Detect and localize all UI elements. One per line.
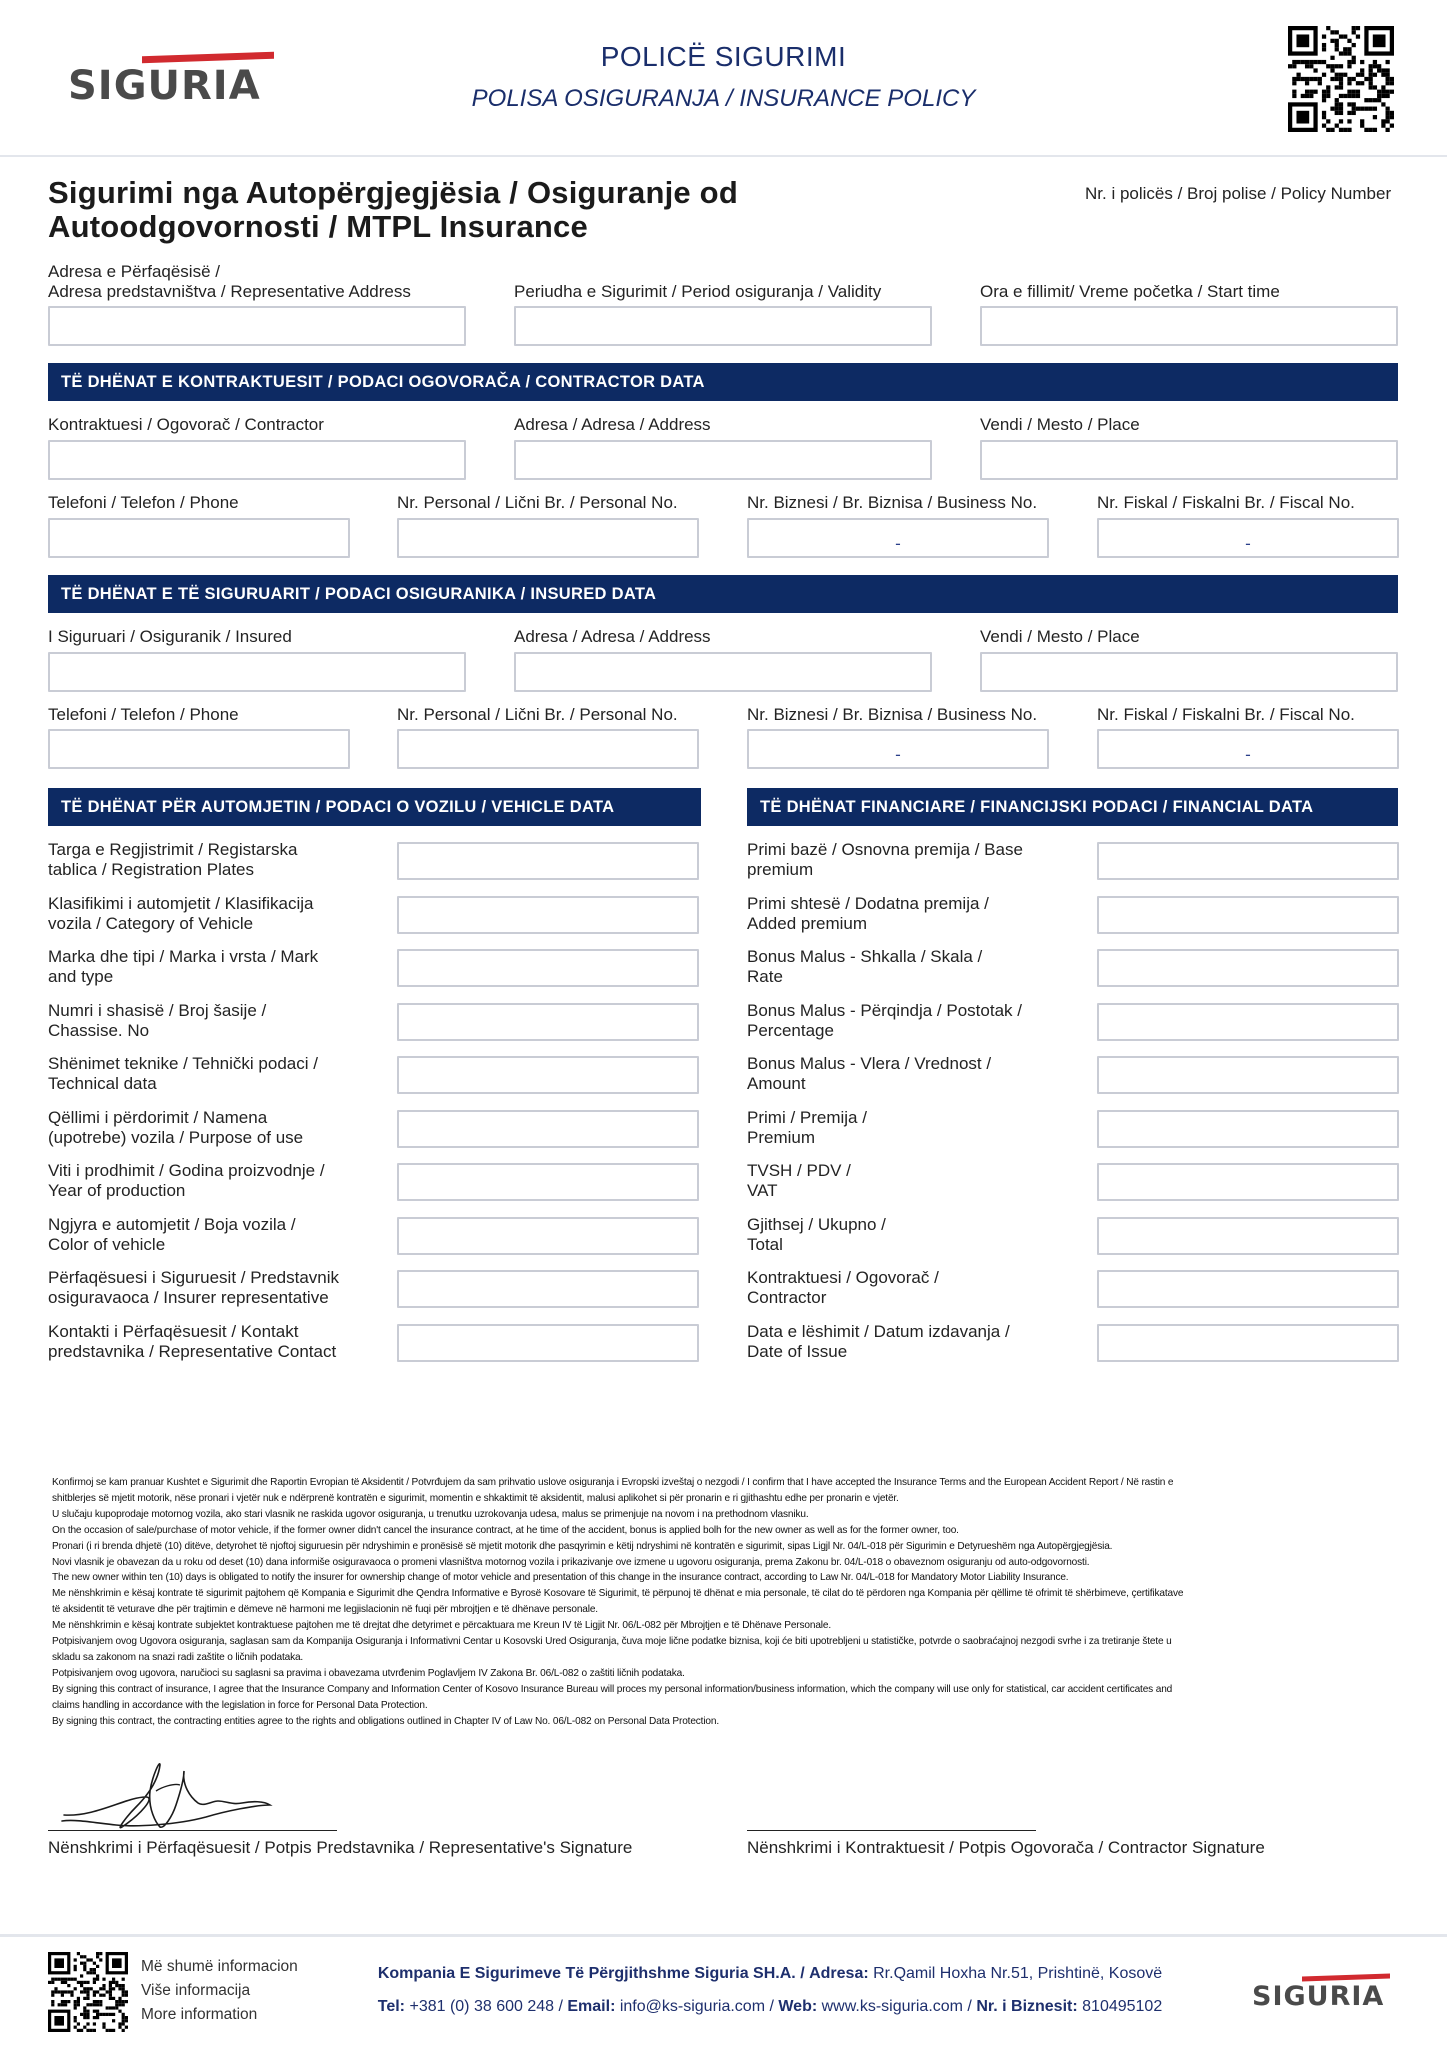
contractor-business-no-field[interactable] xyxy=(747,518,1049,558)
contractor-personal-no-field[interactable] xyxy=(397,518,699,558)
legal-line: Me nënshkrimin e kësaj kontrate të sigurimit pajtohem që Kompania e Sigurimit dhe Qendra Informative e Byrosë Kosovare të Sigurimit, të përpunoj të dhënat e mia personale, të cilat do të përdoren nga Kompania për qëllime të ofrimit të shërbimeve, çertifikatave xyxy=(52,1588,1184,1600)
more-info-text: Më shumë informacion Više informacija More information xyxy=(141,1958,298,2023)
legal-line: skladu sa zakonom na snazi radi zaštite o ličnih podataka. xyxy=(52,1651,304,1663)
qr-code-icon xyxy=(1288,26,1394,132)
legal-line: Pronari (i ri brenda dhjetë (10) ditëve, detyrohet të njoftoj siguruesin për ndryshimin e pronësisë së mjetit motorik dhe pasqyrimin e këtij ndryshimi në kontratën e sigurimit, sipas Ligjl Nr. 04/L-018 për Sigurimin e Detyrueshëm nga Autopërgjegjësia. xyxy=(52,1540,1113,1552)
validity-label: Periudha e Sigurimit / Period osiguranja / Validity xyxy=(514,282,882,301)
financial-row-label: Data e lëshimit / Datum izdavanja / Date of Issue xyxy=(747,1321,1010,1361)
financial-row-label: Gjithsej / Ukupno / Total xyxy=(747,1214,886,1254)
policy-number-label: Nr. i policës / Broj polise / Policy Number xyxy=(1085,184,1392,203)
vehicle-row-label: Targa e Regjistrimit / Registarska tablica / Registration Plates xyxy=(48,840,298,879)
financial-field[interactable] xyxy=(1097,1217,1399,1255)
vehicle-field[interactable] xyxy=(397,896,699,934)
footer-logo xyxy=(1252,1975,1397,2020)
legal-line: By signing this contract of insurance, I agree that the Insurance Company and Information Center of Kosovo Insurance Bureau will proces my personal information/business information, which the company will use only for statistical, car accident certificates and xyxy=(52,1683,1173,1695)
vehicle-row-label: Viti i prodhimit / Godina proizvodnje / Year of production xyxy=(48,1161,325,1200)
insured-fiscal-no-field[interactable] xyxy=(1097,729,1399,769)
vehicle-row-label: Klasifikimi i automjetit / Klasifikacija vozila / Category of Vehicle xyxy=(48,893,314,933)
financial-row-label: Bonus Malus - Shkalla / Skala / Rate xyxy=(747,947,983,986)
website-link[interactable]: www.ks-siguria.com xyxy=(821,1998,963,2015)
contractor-place-field[interactable] xyxy=(980,440,1398,480)
business-no-value: - xyxy=(895,534,901,553)
legal-line: Me nënshkrimin e kësaj kontrate subjektet kontraktuese pajtohen me të drejtat dhe detyrimet e përcaktuara me Kreun IV të Ligjit Nr. 06/L-082 për Mbrojtjen e të Dhënave Personale. xyxy=(52,1620,831,1632)
fiscal-no-value: - xyxy=(1245,534,1251,553)
insured-address-label: Adresa / Adresa / Address xyxy=(514,627,711,646)
financial-field[interactable] xyxy=(1097,842,1399,880)
financial-row-label: Primi / Premija / Premium xyxy=(747,1107,867,1147)
contractor-phone-field[interactable] xyxy=(48,518,350,558)
contractor-place-label: Vendi / Mesto / Place xyxy=(980,415,1140,434)
legal-line: U slučaju kupoprodaje motornog vozila, ako stari vlasnik ne raskida ugovor osiguranja, u trenutku uzrokovanja udesa, malus se primenjuje na novom i na prethodnom vlasniku. xyxy=(52,1508,809,1520)
contractor-address-label: Adresa / Adresa / Address xyxy=(514,415,711,434)
financial-row-label: Primi shtesë / Dodatna premija / Added premium xyxy=(747,893,989,933)
legal-line: shitblerjes së mjetit motorik, nëse pronari i vjetër nuk e ndërprenë kontratën e sigurimit, momentin e shkaktimit të aksidentit, malusi aplikohet si për pronarin e ri gjithashtu edhe per pronarin e vjetër. xyxy=(52,1492,899,1504)
contractor-signature-label: Nënshkrimi i Kontraktuesit / Potpis Ogovorača / Contractor Signature xyxy=(747,1838,1265,1857)
vehicle-section-header: TË DHËNAT PËR AUTOMJETIN / PODACI O VOZILU / VEHICLE DATA xyxy=(48,788,701,826)
insured-name-field[interactable] xyxy=(48,652,466,692)
vehicle-row-label: Përfaqësuesi i Siguruesit / Predstavnik osiguravaoca / Insurer representative xyxy=(48,1268,340,1307)
logo-text: SIGURIA xyxy=(1252,1981,1385,2012)
vehicle-row-label: Ngjyra e automjetit / Boja vozila / Color of vehicle xyxy=(48,1214,296,1254)
legal-line: Potpisivanjem ovog ugovora, naručioci su saglasni sa pravima i obavezama utvrđenim Poglavljem IV Zakona Br. 06/L-082 o zaštiti ličnih podataka. xyxy=(52,1667,685,1679)
insured-phone-label: Telefoni / Telefon / Phone xyxy=(48,705,239,724)
fiscal-no-value: - xyxy=(1245,745,1251,764)
representative-signature-label: Nënshkrimi i Përfaqësuesit / Potpis Predstavnika / Representative's Signature xyxy=(48,1838,633,1857)
legal-line: Potpisivanjem ovog Ugovora osiguranja, saglasan sam da Kompanija Osiguranja i Informativni Centar u Kosovski Ured Osiguranja, čuva moje lične podatke biznisa, koji će biti upotrebljeni u statističke, potvrde o saobraćajnoj nezgodi svrhe i za tretiranje štete u xyxy=(52,1636,1172,1648)
legal-line: claims handling in accordance with the legislation in force for Personal Data Protection. xyxy=(52,1699,428,1711)
contractor-fiscal-no-label: Nr. Fiskal / Fiskalni Br. / Fiscal No. xyxy=(1097,493,1355,512)
financial-field[interactable] xyxy=(1097,1270,1399,1308)
footer-divider xyxy=(0,1934,1447,1937)
insured-fiscal-no-label: Nr. Fiskal / Fiskalni Br. / Fiscal No. xyxy=(1097,705,1355,724)
legal-line: Novi vlasnik je obavezan da u roku od deset (10) dana informiše osiguravaoca o promeni vlasništva motornog vozila i prikazivanje ove izmene u ugovoru osiguranja, prema Zakonu br. 04/L-018 o obaveznom osiguranju od auto-odgovornosti. xyxy=(52,1556,1090,1568)
vehicle-field[interactable] xyxy=(397,1324,699,1362)
vehicle-field[interactable] xyxy=(397,1056,699,1094)
contractor-phone-label: Telefoni / Telefon / Phone xyxy=(48,493,239,512)
insured-phone-field[interactable] xyxy=(48,729,350,769)
legal-declaration xyxy=(52,1475,1404,1730)
vehicle-field[interactable] xyxy=(397,1217,699,1255)
rep-address-label: Adresa e Përfaqësisë / Adresa predstavništva / Representative Address xyxy=(48,262,411,301)
financial-field[interactable] xyxy=(1097,1163,1399,1201)
start-time-field[interactable] xyxy=(980,306,1398,346)
financial-row-label: Bonus Malus - Vlera / Vrednost / Amount xyxy=(747,1054,992,1093)
contractor-business-no-label: Nr. Biznesi / Br. Biznisa / Business No. xyxy=(747,493,1038,512)
financial-section-header: TË DHËNAT FINANCIARE / FINANCIJSKI PODACI / FINANCIAL DATA xyxy=(747,788,1398,826)
financial-field[interactable] xyxy=(1097,896,1399,934)
document-title: Sigurimi nga Autopërgjegjësia / Osiguranje od Autoodgovornosti / MTPL Insurance xyxy=(48,175,738,244)
financial-field[interactable] xyxy=(1097,1056,1399,1094)
insured-business-no-field[interactable] xyxy=(747,729,1049,769)
footer-company-line: Kompania E Sigurimeve Të Përgjithshme Siguria SH.A. / Adresa: Rr.Qamil Hoxha Nr.51, Prishtinë, Kosovë xyxy=(377,1965,1163,1982)
financial-field[interactable] xyxy=(1097,1110,1399,1148)
insured-place-field[interactable] xyxy=(980,652,1398,692)
legal-line: The new owner within ten (10) days is obligated to notify the insurer for ownership change of motor vehicle and presentation of this change in the insurance contract, according to Law Nr. 04/L-018 for Mandatory Motor Liability Insurance. xyxy=(52,1572,1069,1584)
financial-field[interactable] xyxy=(1097,1003,1399,1041)
financial-field[interactable] xyxy=(1097,949,1399,987)
contractor-address-field[interactable] xyxy=(514,440,932,480)
email-link[interactable]: info@ks-siguria.com xyxy=(619,1998,766,2015)
financial-row-label: Bonus Malus - Përqindja / Postotak / Percentage xyxy=(747,1000,1022,1040)
insured-business-no-label: Nr. Biznesi / Br. Biznisa / Business No. xyxy=(747,705,1038,724)
validity-field[interactable] xyxy=(514,306,932,346)
contractor-section-header: TË DHËNAT E KONTRAKTUESIT / PODACI OGOVORAČA / CONTRACTOR DATA xyxy=(48,363,1398,401)
vehicle-row-label: Marka dhe tipi / Marka i vrsta / Mark and type xyxy=(48,947,319,986)
insured-address-field[interactable] xyxy=(514,652,932,692)
vehicle-field[interactable] xyxy=(397,1163,699,1201)
legal-line: By signing this contract, the contracting entities agree to the rights and obligations outlined in Chapter IV of Law No. 06/L-082 on Personal Data Protection. xyxy=(52,1715,720,1727)
start-time-label: Ora e fillimit/ Vreme početka / Start time xyxy=(980,282,1280,301)
business-no-value: - xyxy=(895,745,901,764)
vehicle-field[interactable] xyxy=(397,842,699,880)
rep-address-field[interactable] xyxy=(48,306,466,346)
phone-link[interactable]: +381 (0) 38 600 248 xyxy=(409,1998,555,2015)
representative-signature-image xyxy=(56,1757,276,1837)
vehicle-row-label: Kontakti i Përfaqësuesit / Kontakt predstavnika / Representative Contact xyxy=(48,1321,337,1361)
page-title: POLICË SIGURIMI xyxy=(600,41,847,72)
contractor-name-label: Kontraktuesi / Ogovorač / Contractor xyxy=(48,415,324,434)
vehicle-field[interactable] xyxy=(397,1110,699,1148)
legal-line: On the occasion of sale/purchase of motor vehicle, if the former owner didn't cancel the insurance contract, at he time of the accident, bonus is applied bolh for the new owner as well as for the former owner, too. xyxy=(52,1524,959,1536)
legal-line: të aksidentit të veturave dhe për trajtimin e dëmeve në harmoni me legjislacionin në fuqi për mbrojtjen e të dhënave personale. xyxy=(52,1604,598,1616)
vehicle-row-label: Qëllimi i përdorimit / Namena (upotrebe) vozila / Purpose of use xyxy=(48,1107,304,1147)
contractor-personal-no-label: Nr. Personal / Lični Br. / Personal No. xyxy=(397,493,678,512)
financial-row-label: Kontraktuesi / Ogovorač / Contractor xyxy=(747,1268,939,1307)
contractor-name-field[interactable] xyxy=(48,440,466,480)
footer-contact-line: Tel: +381 (0) 38 600 248 / Email: info@ks-siguria.com / Web: www.ks-siguria.com / Nr. i Biznesit: 810495102 xyxy=(377,1998,1163,2015)
insured-personal-no-label: Nr. Personal / Lični Br. / Personal No. xyxy=(397,705,678,724)
vehicle-field[interactable] xyxy=(397,949,699,987)
qr-code-icon xyxy=(48,1952,128,2032)
vehicle-field[interactable] xyxy=(397,1003,699,1041)
financial-row-label: Primi bazë / Osnovna premija / Base premium xyxy=(747,840,1023,879)
page-subtitle: POLISA OSIGURANJA / INSURANCE POLICY xyxy=(471,85,976,112)
insured-name-label: I Siguruari / Osiguranik / Insured xyxy=(48,627,292,646)
logo-text: SIGURIA xyxy=(68,63,261,109)
vehicle-field[interactable] xyxy=(397,1270,699,1308)
legal-line: Konfirmoj se kam pranuar Kushtet e Sigurimit dhe Raportin Evropian të Aksidentit / Potvrđujem da sam prihvatio uslove osiguranja i Evropski izveštaj o nezgodi / I confirm that I have accepted the Insurance Terms and the European Accident Report / Në rastin e xyxy=(52,1477,1174,1488)
insured-place-label: Vendi / Mesto / Place xyxy=(980,627,1140,646)
contractor-signature-line xyxy=(747,1830,1036,1831)
vehicle-row-label: Shënimet teknike / Tehnički podaci / Technical data xyxy=(48,1054,318,1093)
header-divider xyxy=(0,155,1447,157)
insured-section-header: TË DHËNAT E TË SIGURUARIT / PODACI OSIGURANIKA / INSURED DATA xyxy=(48,575,1398,613)
financial-field[interactable] xyxy=(1097,1324,1399,1362)
representative-signature-line xyxy=(48,1830,337,1831)
contractor-fiscal-no-field[interactable] xyxy=(1097,518,1399,558)
financial-row-label: TVSH / PDV / VAT xyxy=(747,1161,851,1200)
vehicle-row-label: Numri i shasisë / Broj šasije / Chassise. No xyxy=(48,1000,267,1040)
insured-personal-no-field[interactable] xyxy=(397,729,699,769)
